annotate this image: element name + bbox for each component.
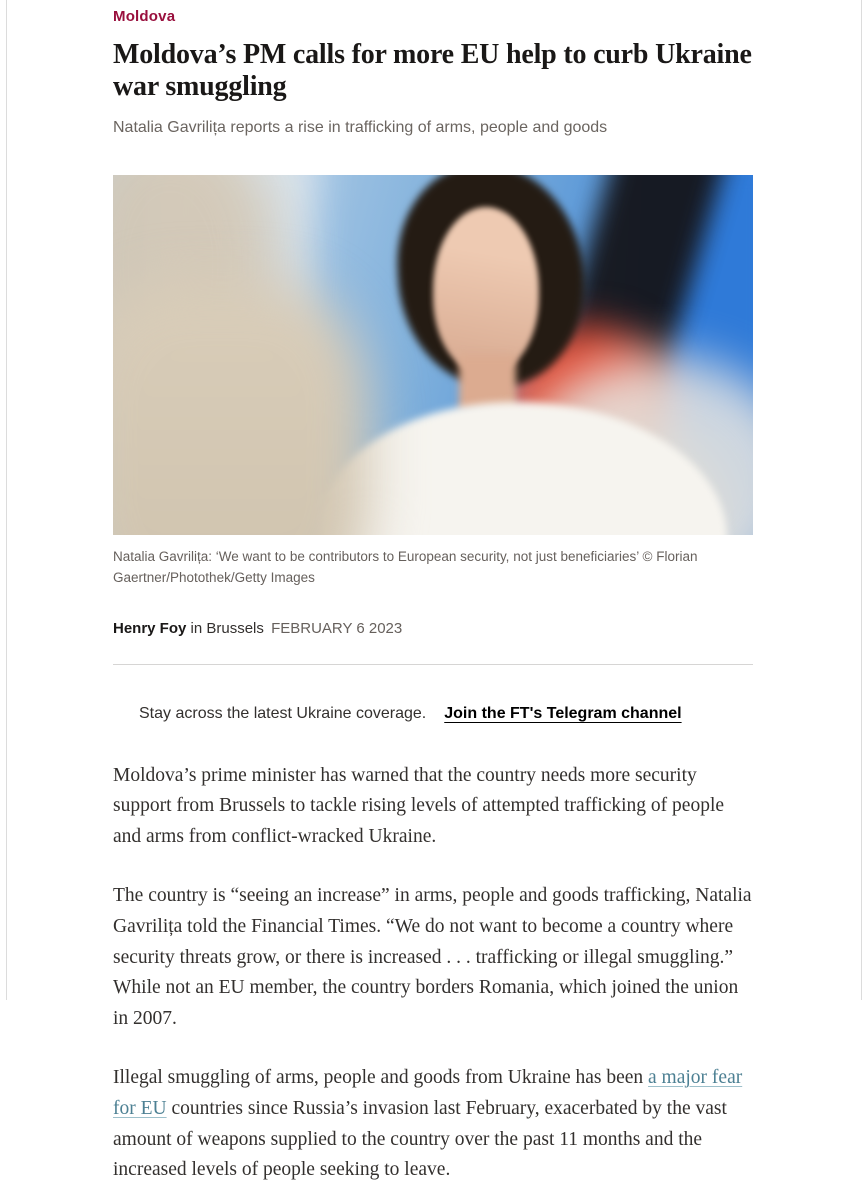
photo-subject-face (433, 207, 539, 373)
byline-divider (113, 664, 753, 665)
image-caption: Natalia Gavrilița: ‘We want to be contributors to European security, not just beneficiaries’ © Florian Gaertner/Photothek/Getty Images (113, 548, 698, 585)
byline-author-link[interactable]: Henry Foy (113, 619, 187, 637)
paragraph-3-text-after: countries since Russia’s invasion last February, exacerbated by the vast amount of weapons supplied to the country over the past 11 months and the increased levels of people seeking to leave. (113, 1098, 727, 1181)
byline (113, 620, 753, 637)
body-paragraph-2: The country is “seeing an increase” in arms, people and goods trafficking, Natalia Gavrilița told the Financial Times. “We do not want to become a country where security threats grow, or there is increased . . . trafficking or illegal smuggling.” While not an EU member, the country borders Romania, which joined the union in 2007. (113, 885, 752, 1029)
major-fear-for-eu-link[interactable]: a major fear for EU (113, 1067, 743, 1120)
paragraph-3-text-before: Illegal smuggling of arms, people and goods from Ukraine has been (113, 1067, 649, 1089)
page-right-border (861, 0, 862, 1000)
photo-blur-foreground-bottom (113, 283, 369, 535)
byline-date: FEBRUARY 6 2023 (271, 619, 403, 637)
article-container (113, 0, 753, 1186)
ukraine-coverage-promo (113, 705, 753, 723)
page-left-border (6, 0, 7, 1000)
article-headline: Moldova’s PM calls for more EU help to curb Ukraine war smuggling (113, 39, 752, 103)
article-body (113, 761, 753, 1186)
body-paragraph-1: Moldova’s prime minister has warned that the country needs more security support from Brussels to tackle rising levels of attempted trafficking of people and arms from conflict-wracked Ukraine. (113, 764, 725, 847)
article-standfirst: Natalia Gavrilița reports a rise in trafficking of arms, people and goods (113, 119, 608, 137)
topic-tag-moldova[interactable]: Moldova (113, 8, 176, 25)
byline-location: in Brussels (186, 619, 264, 637)
body-paragraph-3 (113, 1063, 753, 1185)
article-image (113, 175, 753, 535)
telegram-channel-link[interactable]: Join the FT's Telegram channel (444, 704, 682, 722)
promo-text: Stay across the latest Ukraine coverage. (139, 704, 427, 722)
